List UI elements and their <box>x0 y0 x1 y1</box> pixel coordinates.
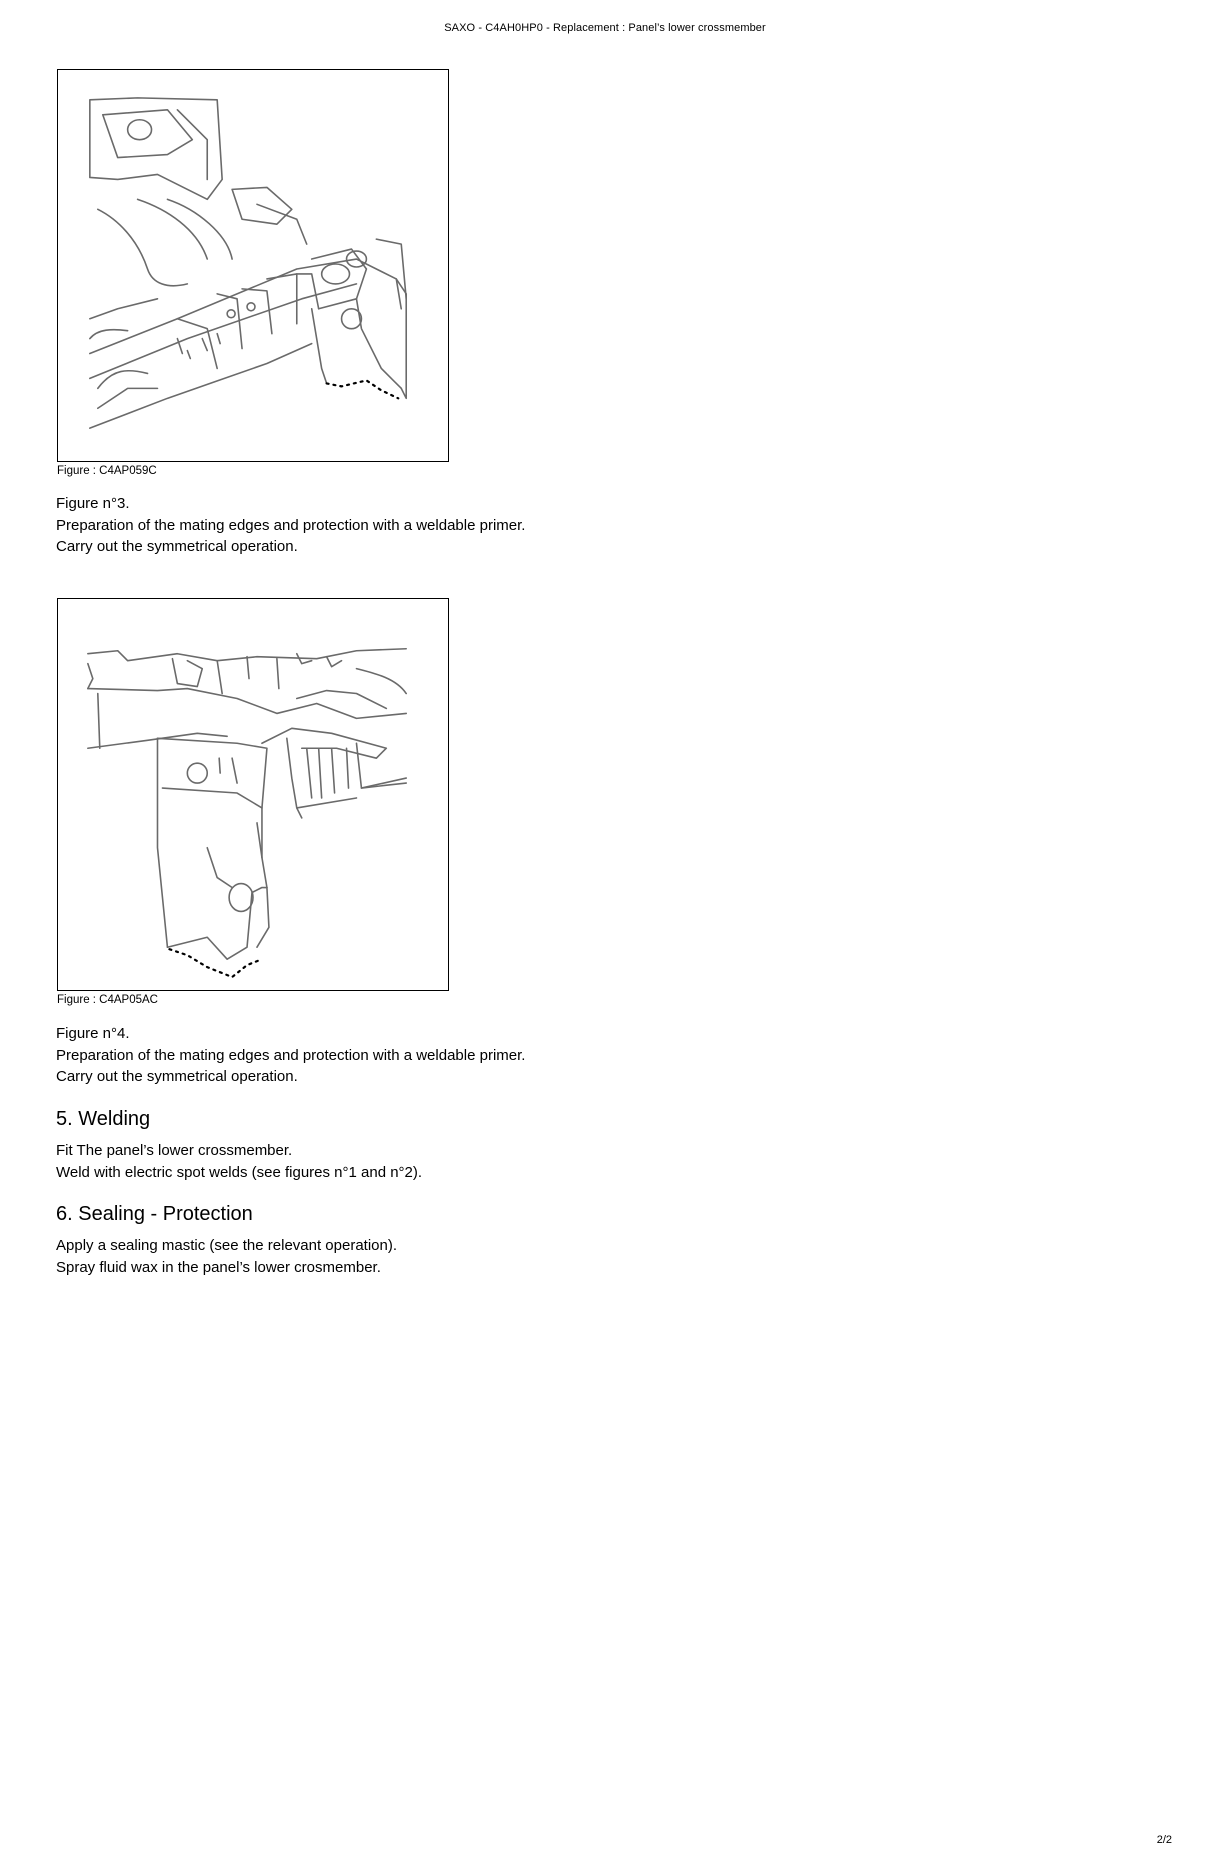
figure-caption: Figure : C4AP05AC <box>57 994 158 1006</box>
instruction-line: Preparation of the mating edges and protection with a weldable primer. <box>56 1046 526 1064</box>
instruction-line: Carry out the symmetrical operation. <box>56 538 298 555</box>
instruction-line: Preparation of the mating edges and protection with a weldable primer. <box>56 516 526 534</box>
figure-4-description <box>56 1023 525 1088</box>
instruction-line: Spray fluid wax in the panel’s lower crosmember. <box>56 1258 381 1276</box>
figure-label: Figure n°4. <box>56 1025 130 1042</box>
figure-3-description <box>56 493 525 558</box>
page-number: 2/2 <box>1156 1834 1172 1846</box>
crossmember-drawing-icon <box>58 599 448 990</box>
section-heading-welding: 5. Welding <box>56 1108 151 1130</box>
instruction-line: Fit The panel’s lower crossmember. <box>56 1142 293 1159</box>
figure-caption: Figure : C4AP059C <box>57 465 157 477</box>
sealing-instructions <box>56 1235 397 1278</box>
instruction-line: Carry out the symmetrical operation. <box>56 1068 298 1085</box>
figure-c4ap059c-illustration <box>57 69 449 462</box>
figure-c4ap05ac-illustration <box>57 598 449 991</box>
instruction-line: Weld with electric spot welds (see figures n°1 and n°2). <box>56 1163 423 1181</box>
instruction-line: Apply a sealing mastic (see the relevant operation). <box>56 1237 398 1254</box>
section-heading-sealing: 6. Sealing - Protection <box>56 1203 253 1225</box>
welding-instructions <box>56 1140 422 1183</box>
figure-label: Figure n°3. <box>56 495 130 512</box>
page-header: SAXO - C4AH0HP0 - Replacement : Panel’s lower crossmember <box>444 22 766 34</box>
panel-drawing-icon <box>58 70 448 461</box>
